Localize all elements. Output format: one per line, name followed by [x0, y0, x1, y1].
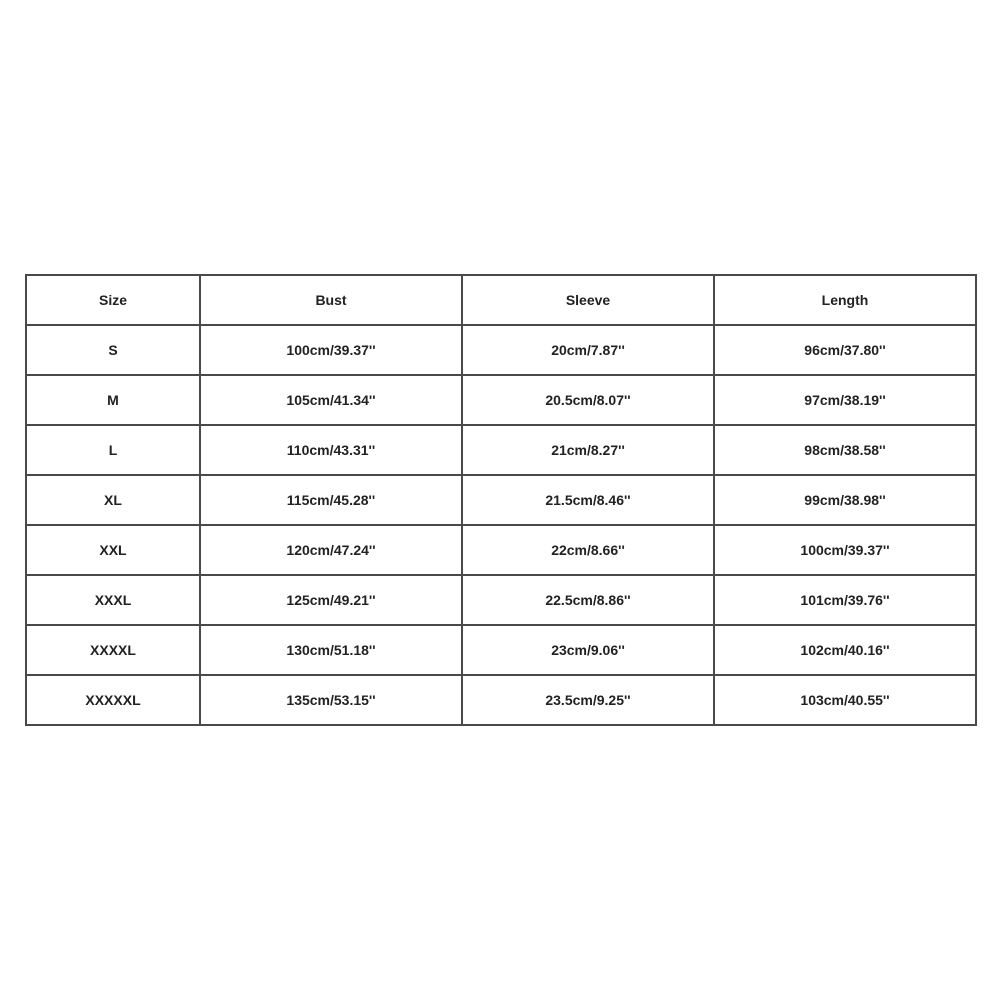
- cell-bust: 135cm/53.15'': [200, 675, 462, 725]
- cell-length: 98cm/38.58'': [714, 425, 976, 475]
- cell-length: 96cm/37.80'': [714, 325, 976, 375]
- cell-size: XXXL: [26, 575, 200, 625]
- cell-size: XXXXL: [26, 625, 200, 675]
- cell-bust: 100cm/39.37'': [200, 325, 462, 375]
- cell-size: XXXXXL: [26, 675, 200, 725]
- size-chart-table: [25, 274, 977, 726]
- cell-bust: 125cm/49.21'': [200, 575, 462, 625]
- cell-bust: 105cm/41.34'': [200, 375, 462, 425]
- cell-sleeve: 21.5cm/8.46'': [462, 475, 714, 525]
- cell-length: 103cm/40.55'': [714, 675, 976, 725]
- cell-size: M: [26, 375, 200, 425]
- header-size: Size: [26, 275, 200, 325]
- cell-sleeve: 20cm/7.87'': [462, 325, 714, 375]
- cell-sleeve: 23cm/9.06'': [462, 625, 714, 675]
- cell-length: 101cm/39.76'': [714, 575, 976, 625]
- table-header: [26, 275, 976, 325]
- header-length: Length: [714, 275, 976, 325]
- cell-sleeve: 22.5cm/8.86'': [462, 575, 714, 625]
- cell-length: 100cm/39.37'': [714, 525, 976, 575]
- cell-length: 97cm/38.19'': [714, 375, 976, 425]
- cell-size: XXL: [26, 525, 200, 575]
- cell-sleeve: 22cm/8.66'': [462, 525, 714, 575]
- cell-size: L: [26, 425, 200, 475]
- cell-bust: 120cm/47.24'': [200, 525, 462, 575]
- table-row: [26, 475, 976, 525]
- table-row: [26, 425, 976, 475]
- cell-sleeve: 20.5cm/8.07'': [462, 375, 714, 425]
- cell-size: S: [26, 325, 200, 375]
- table-row: [26, 575, 976, 625]
- table-row: [26, 525, 976, 575]
- table-body: [26, 325, 976, 725]
- cell-bust: 115cm/45.28'': [200, 475, 462, 525]
- table-row: [26, 675, 976, 725]
- cell-sleeve: 21cm/8.27'': [462, 425, 714, 475]
- table-row: [26, 625, 976, 675]
- cell-bust: 110cm/43.31'': [200, 425, 462, 475]
- cell-length: 99cm/38.98'': [714, 475, 976, 525]
- cell-bust: 130cm/51.18'': [200, 625, 462, 675]
- cell-sleeve: 23.5cm/9.25'': [462, 675, 714, 725]
- cell-length: 102cm/40.16'': [714, 625, 976, 675]
- header-sleeve: Sleeve: [462, 275, 714, 325]
- cell-size: XL: [26, 475, 200, 525]
- table-row: [26, 325, 976, 375]
- header-bust: Bust: [200, 275, 462, 325]
- header-row: [26, 275, 976, 325]
- table-row: [26, 375, 976, 425]
